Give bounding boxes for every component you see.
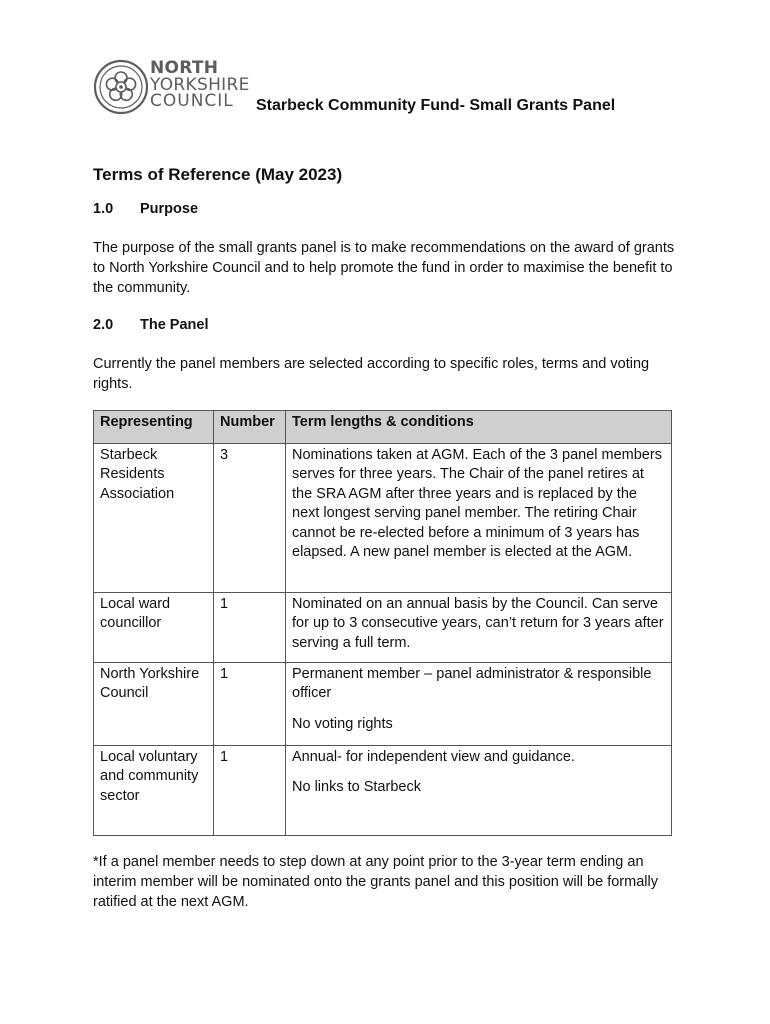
section-title: The Panel	[140, 317, 209, 333]
section-heading-purpose	[93, 201, 198, 217]
condition-text: Annual- for independent view and guidance.	[292, 748, 575, 765]
cell-representing: Local ward councillor	[94, 592, 214, 662]
council-logo	[92, 58, 258, 116]
condition-text: No links to Starbeck	[292, 779, 421, 795]
cell-number: 1	[214, 745, 286, 835]
cell-conditions	[286, 745, 672, 835]
logo-wordmark	[150, 60, 260, 110]
rose-crest-icon	[92, 58, 150, 116]
cell-number: 3	[214, 443, 286, 592]
column-header-conditions: Term lengths & conditions	[286, 411, 672, 444]
condition-text: Nominations taken at AGM. Each of the 3 panel members serves for three years. The Chair of the panel retires at the SRA AGM after three years and is replaced by the next longest serving panel member. The retiring Chair cannot be re-elected before a minimum of 3 years has elapsed. A new panel member is elected at the AGM.	[292, 446, 662, 560]
column-header-number: Number	[214, 411, 286, 444]
terms-heading: Terms of Reference (May 2023)	[93, 165, 343, 184]
section-number: 2.0	[93, 317, 114, 333]
condition-text: Nominated on an annual basis by the Council. Can serve for up to 3 consecutive years, can’t return for 3 years after serving a full term.	[292, 595, 664, 651]
section-heading-panel	[93, 317, 209, 333]
purpose-paragraph: The purpose of the small grants panel is to make recommendations on the award of grants to North Yorkshire Council and to help promote the fund in order to maximise the benefit to the community.	[93, 240, 675, 296]
cell-conditions	[286, 592, 672, 662]
panel-members-table	[93, 410, 672, 836]
table-row	[94, 662, 672, 745]
logo-line-north: NORTH	[150, 58, 219, 78]
cell-number: 1	[214, 662, 286, 745]
section-number: 1.0	[93, 201, 114, 217]
cell-representing: North Yorkshire Council	[94, 662, 214, 745]
column-header-representing: Representing	[94, 411, 214, 444]
cell-representing: Starbeck Residents Association	[94, 443, 214, 592]
table-row	[94, 592, 672, 662]
table-header-row	[94, 411, 672, 444]
table-row	[94, 745, 672, 835]
cell-conditions	[286, 662, 672, 745]
logo-line-yorkshire: YORKSHIRE	[150, 74, 250, 95]
section-title: Purpose	[140, 201, 199, 217]
cell-conditions	[286, 443, 672, 592]
condition-text: No voting rights	[292, 715, 393, 732]
cell-number: 1	[214, 592, 286, 662]
cell-representing: Local voluntary and community sector	[94, 745, 214, 835]
logo-line-council: COUNCIL	[150, 91, 234, 111]
panel-paragraph: Currently the panel members are selected according to specific roles, terms and voting rights.	[93, 356, 650, 392]
condition-text: Permanent member – panel administrator & responsible officer	[292, 665, 652, 701]
footnote: *If a panel member needs to step down at any point prior to the 3-year term ending an interim member will be nominated onto the grants panel and this position will be formally ratified at the next AGM.	[93, 854, 658, 910]
table-row	[94, 443, 672, 592]
document-title: Starbeck Community Fund- Small Grants Panel	[256, 97, 616, 114]
